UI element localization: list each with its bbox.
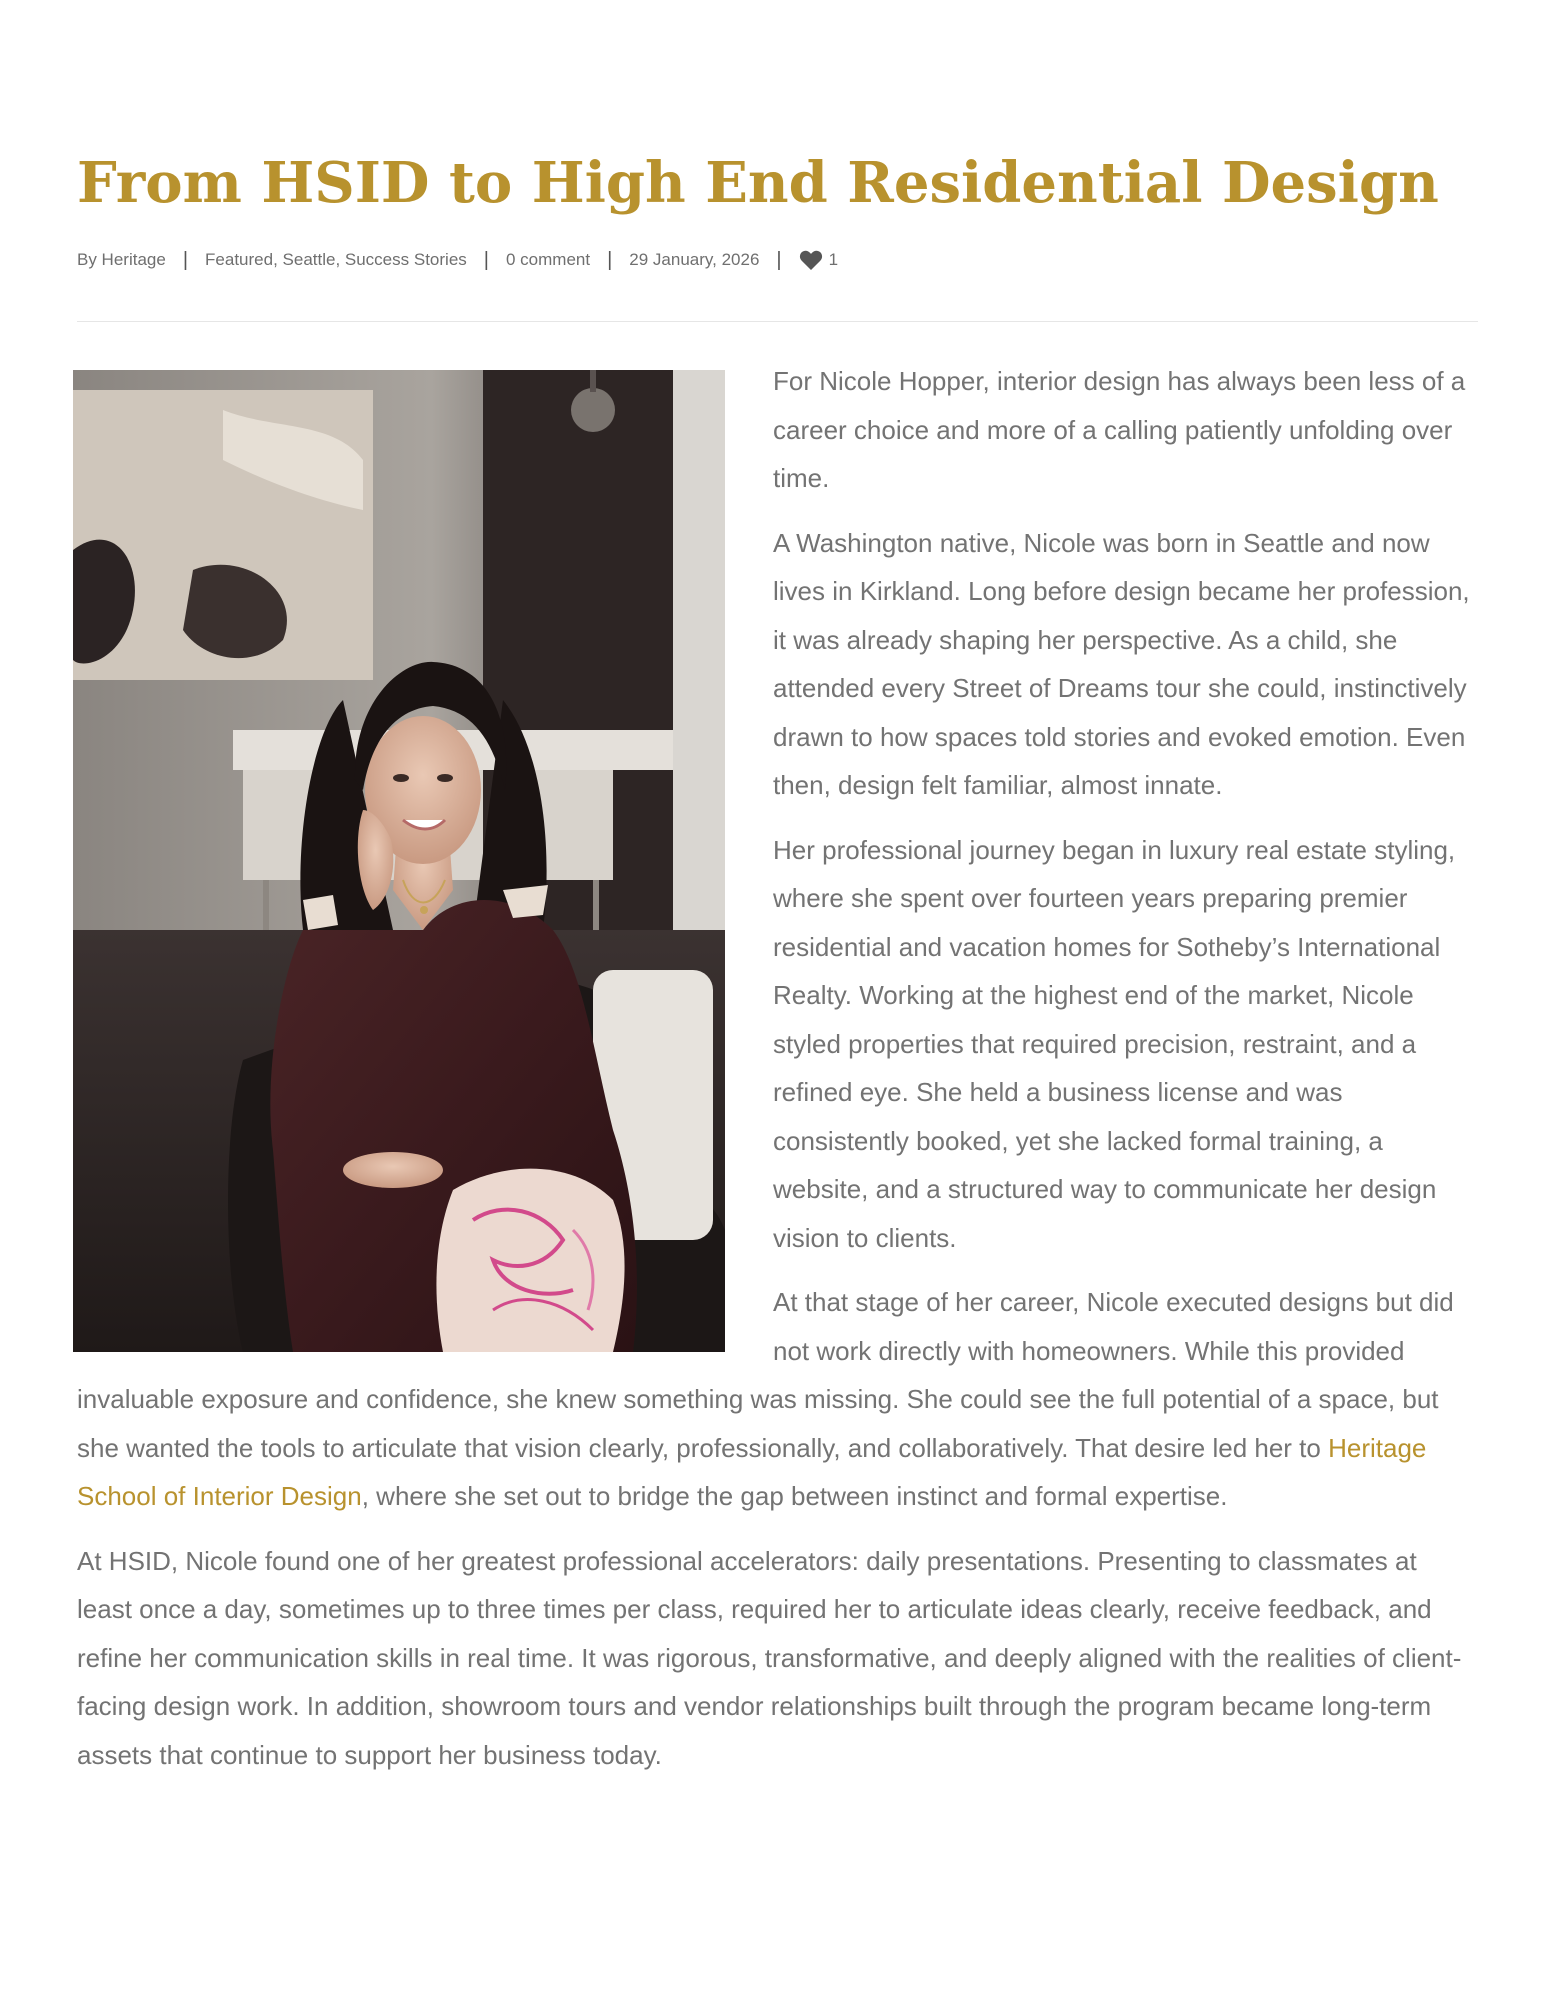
- header-divider: [77, 321, 1478, 322]
- author-link[interactable]: By Heritage: [77, 250, 166, 269]
- heritage-school-link[interactable]: Heritage School of Interior Design: [77, 1432, 1427, 1511]
- like-count: 1: [828, 250, 839, 269]
- photo-float-spacer: [77, 357, 773, 1347]
- paragraph-background: A Washington native, Nicole was born in Seattle and now lives in Kirkland. Long before design became her profession, it was already shaping her perspective. As a child, she attended every Street of Dreams tour she could, instinctively drawn to how spaces told stories and evoked emotion. Even then, design felt familiar, almost innate.: [773, 527, 1470, 800]
- paragraph-intro: For Nicole Hopper, interior design has always been less of a career choice and more of a calling patiently unfolding over time.: [773, 366, 1466, 493]
- article-title: From HSID to High End Residential Design: [77, 150, 1439, 216]
- meta-separator: |: [776, 248, 782, 271]
- heart-icon: [799, 249, 823, 271]
- paragraph-hsid: At HSID, Nicole found one of her greatest professional accelerators: daily presentations. Presenting to classmates at least once a day, sometimes up to three times per class, required her to articulate ideas clearly, receive feedback, and refine her communication skills in real time. It was rigorous, transformative, and deeply aligned with the realities of client-facing design work. In addition, showroom tours and vendor relationships built through the program became long-term assets that continue to support her business today.: [77, 1545, 1462, 1770]
- meta-separator: |: [483, 248, 489, 271]
- paragraph-text: At that stage of her career, Nicole executed designs but did not work directly with homeowners. While this provided invaluable exposure and confidence, she knew something was missing. She could see the full potential of a space, but she wanted the tools to articulate that vision clearly, professionally, and collaboratively. That desire led her to: [77, 1287, 1454, 1463]
- meta-separator: |: [182, 248, 189, 271]
- meta-separator: |: [607, 248, 613, 271]
- comments-link[interactable]: 0 comment: [505, 250, 591, 269]
- paragraph-text: , where she set out to bridge the gap between instinct and formal expertise.: [361, 1481, 1228, 1511]
- article-meta: [77, 246, 838, 274]
- paragraph-career: Her professional journey began in luxury real estate styling, where she spent over fourteen years preparing premier residential and vacation homes for Sotheby’s International Realty. Working at the highest end of the market, Nicole styled properties that required precision, restraint, and a refined eye. She held a business license and was consistently booked, yet she lacked formal training, a website, and a structured way to communicate her design vision to clients.: [773, 834, 1456, 1253]
- category-links[interactable]: Featured, Seattle, Success Stories: [205, 250, 467, 269]
- post-date: 29 January, 2026: [629, 250, 760, 269]
- like-button[interactable]: [799, 249, 838, 271]
- article-body: [77, 357, 1478, 1795]
